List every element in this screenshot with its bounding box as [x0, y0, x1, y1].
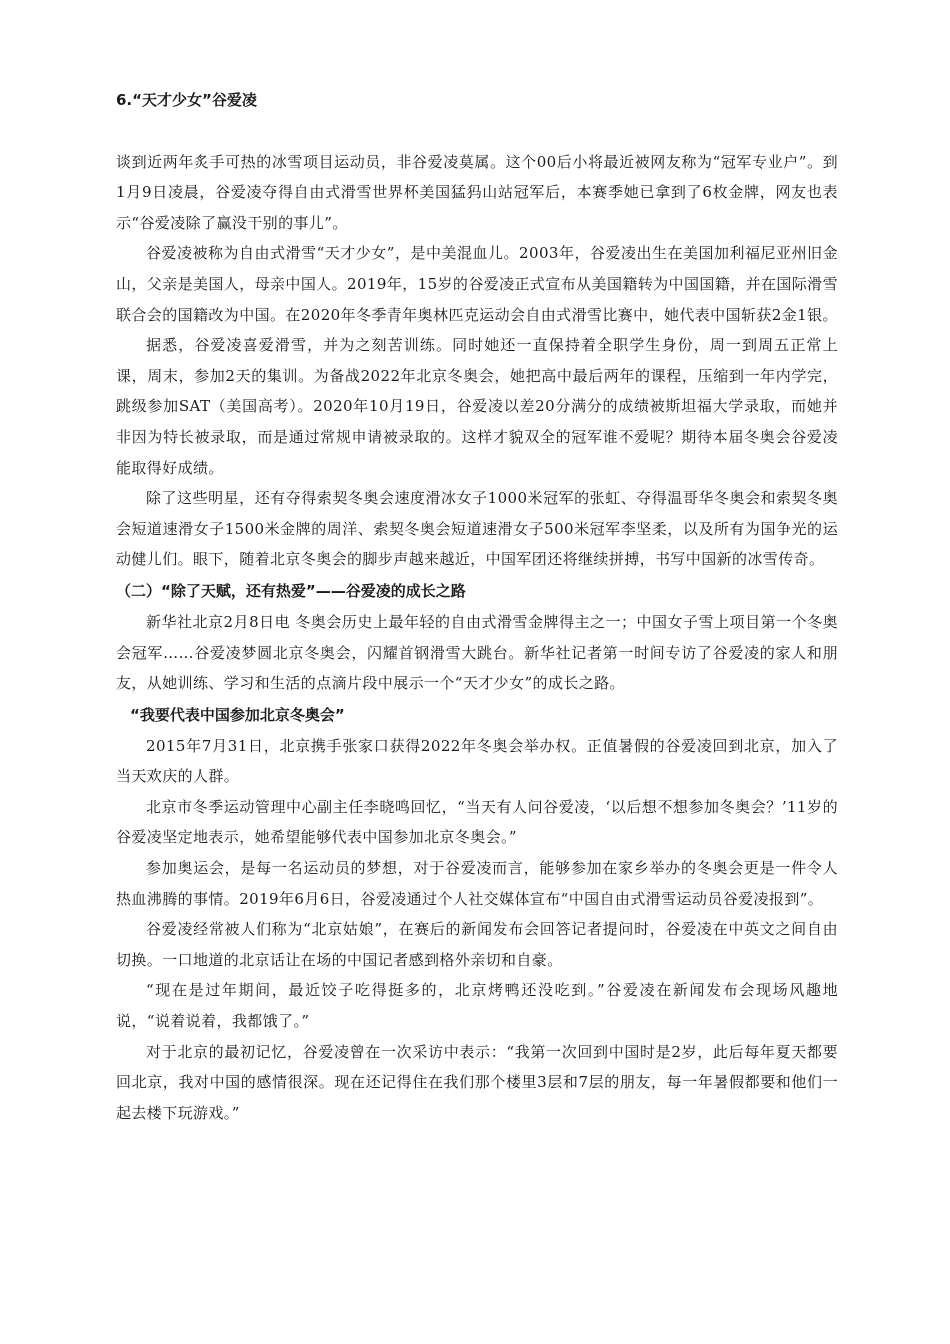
paragraph-text: 新华社北京2月8日电 冬奥会历史上最年轻的自由式滑雪金牌得主之一；中国女子雪上项目第一个冬奥会冠军……谷爱凌梦圆北京冬奥会，闪耀首钢滑雪大跳台。新华社记者第一时间专访了谷爱凌的家人和朋友，从她训练、学习和生活的点滴片段中展示一个“天才少女”的成长之路。 — [116, 612, 838, 693]
paragraph-text: 北京市冬季运动管理中心副主任李晓鸣回忆，“当天有人问谷爱凌，‘以后想不想参加冬奥会？’11岁的谷爱凌坚定地表示，她希望能够代表中国参加北京冬奥会。” — [116, 797, 838, 847]
paragraph — [116, 238, 838, 330]
paragraph — [116, 1037, 838, 1129]
paragraph-text: 对于北京的最初记忆，谷爱凌曾在一次采访中表示：“我第一次回到中国时是2岁，此后每年夏天都要回北京，我对中国的感情很深。现在还记得住在我们那个楼里3层和7层的朋友，每一年暑假都要和他们一起去楼下玩游戏。” — [116, 1042, 838, 1122]
section-6-heading: 6.“天才少女”谷爱凌 — [116, 91, 257, 109]
paragraph — [116, 483, 838, 575]
paragraph — [116, 116, 838, 238]
intro-paragraph — [116, 607, 838, 699]
paragraph-text: 谈到近两年炙手可热的冰雪项目运动员，非谷爱凌莫属。这个00后小将最近被网友称为“冠军专业户”。到1月9日凌晨，谷爱凌夺得自由式滑雪世界杯美国猛犸山站冠军后，本赛季她已拿到了6枚金牌，网友也表示“谷爱凌除了赢没干别的事儿”。 — [116, 152, 838, 232]
paragraph — [116, 330, 838, 483]
paragraph — [116, 914, 838, 975]
paragraph — [116, 792, 838, 853]
section-2-heading: （二）“除了天赋，还有热爱”——谷爱凌的成长之路 — [116, 581, 466, 600]
paragraph — [116, 975, 838, 1036]
paragraph-text: 参加奥运会，是每一名运动员的梦想，对于谷爱凌而言，能够参加在家乡举办的冬奥会更是一件令人热血沸腾的事情。2019年6月6日，谷爱凌通过个人社交媒体宣布“中国自由式滑雪运动员谷爱凌报到”。 — [116, 859, 838, 908]
paragraph — [116, 731, 838, 792]
paragraph-text: 谷爱凌经常被人们称为“北京姑娘”，在赛后的新闻发布会回答记者提问时，谷爱凌在中英文之间自由切换。一口地道的北京话让在场的中国记者感到格外亲切和自豪。 — [116, 920, 838, 969]
paragraph-text: 据悉，谷爱凌喜爱滑雪，并为之刻苦训练。同时她还一直保持着全职学生身份，周一到周五正常上课，周末，参加2天的集训。为备战2022年北京冬奥会，她把高中最后两年的课程，压缩到一年内学完，跳级参加SAT（美国高考）。2020年10月19日，谷爱凌以差20分满分的成绩被斯坦福大学录取，而她并非因为特长被录取，而是通过常规申请被录取的。这样才貌双全的冠军谁不爱呢？期待本届冬奥会谷爱凌能取得好成绩。 — [116, 336, 838, 477]
paragraph — [116, 853, 838, 914]
paragraph-text: 2015年7月31日，北京携手张家口获得2022年冬奥会举办权。正值暑假的谷爱凌回到北京，加入了当天欢庆的人群。 — [116, 736, 838, 786]
paragraph-text: “现在是过年期间，最近饺子吃得挺多的，北京烤鸭还没吃到。”谷爱凌在新闻发布会现场风趣地说，“说着说着，我都饿了。” — [116, 981, 838, 1031]
paragraph-text: 谷爱凌被称为自由式滑雪“天才少女”，是中美混血儿。2003年，谷爱凌出生在美国加利福尼亚州旧金山，父亲是美国人，母亲中国人。2019年，15岁的谷爱凌正式宣布从美国籍转为中国国籍，并在国际滑雪联合会的国籍改为中国。在2020年冬季青年奥林匹克运动会自由式滑雪比赛中，她代表中国斩获2金1银。 — [116, 244, 838, 324]
subheading: “我要代表中国参加北京冬奥会” — [130, 705, 345, 724]
paragraph-text: 除了这些明星，还有夺得索契冬奥会速度滑冰女子1000米冠军的张虹、夺得温哥华冬奥会和索契冬奥会短道速滑女子1500米金牌的周洋、索契冬奥会短道速滑女子500米冠军李坚柔，以及所有为国争光的运动健儿们。眼下，随着北京冬奥会的脚步声越来越近，中国军团还将继续拼搏，书写中国新的冰雪传奇。 — [116, 489, 838, 569]
